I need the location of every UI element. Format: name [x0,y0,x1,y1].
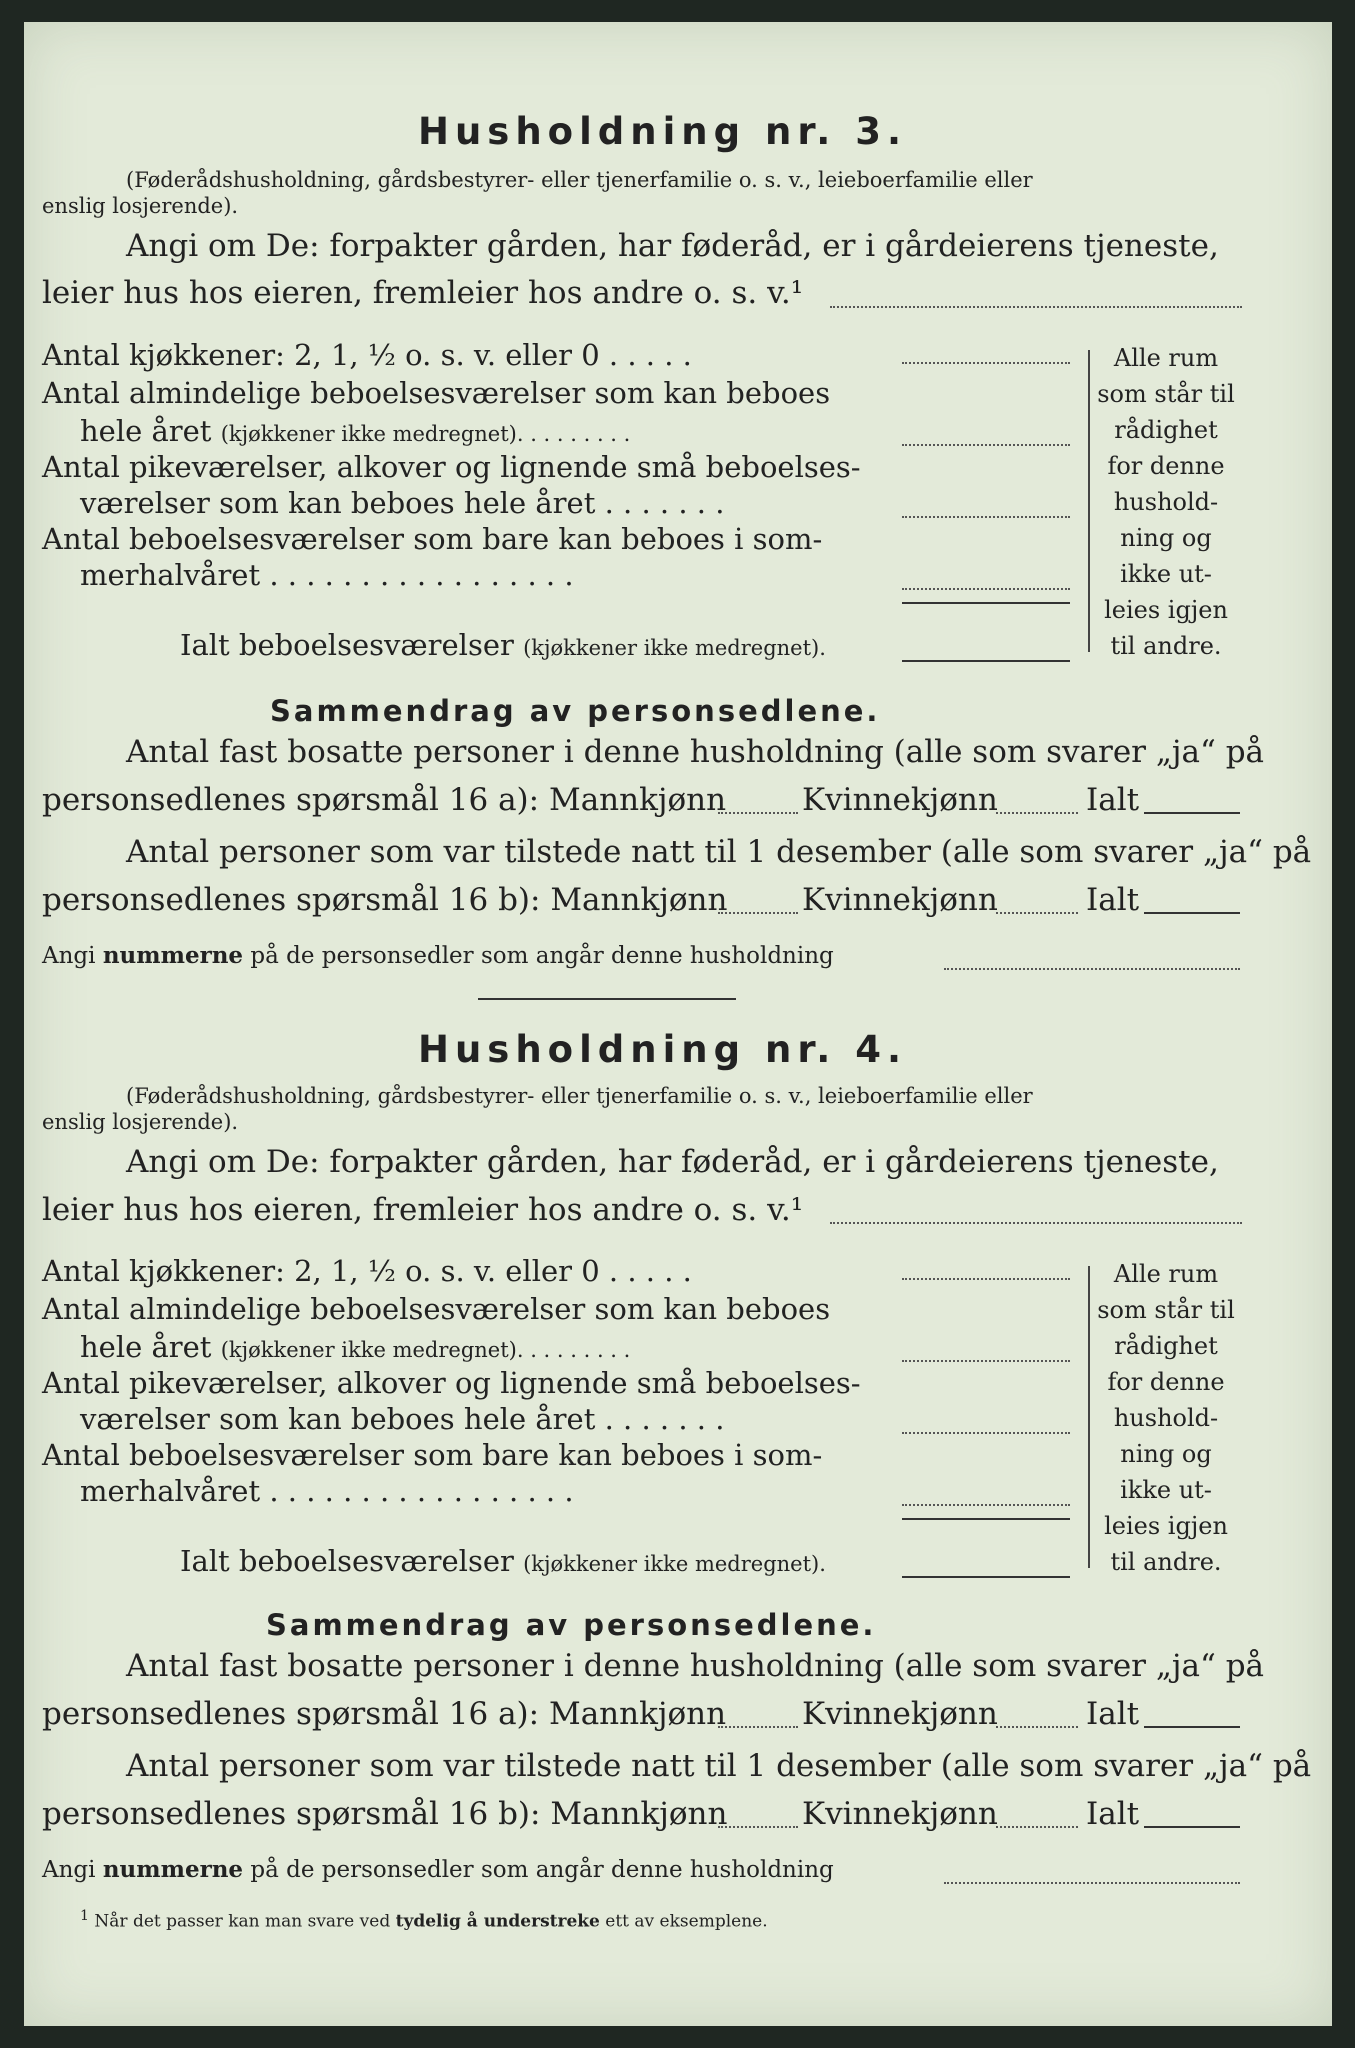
household-4-angi-nummer-bold: nummerne [102,1856,244,1883]
household-3-angi-nummer-bold: nummerne [102,942,244,969]
household-4-subtitle-1: (Føderådshusholdning, gårdsbestyrer- eller tjenerfamilie o. s. v., leieboerfamilie eller [126,1084,1033,1108]
footnote-marker: 1 [80,1908,90,1924]
household-4-alm-2-text: hele året [80,1330,212,1364]
household-4-angi-1: Angi om De: forpakter gården, har føderåd, er i gårdeierens tjeneste, [126,1144,1219,1180]
household-4-tilstede-1: Antal personer som var tilstede natt til 1 desember (alle som svarer „ja“ på [126,1748,1312,1784]
household-3-tilstede-kvinne-answer[interactable] [996,912,1078,914]
household-3-subtitle-1: (Føderådshusholdning, gårdsbestyrer- eller tjenerfamilie o. s. v., leieboerfamilie eller [126,168,1033,192]
household-3-fast-2 [42,782,726,818]
household-3-fast-kvinne-label: Kvinnekjønn [802,782,998,818]
household-3-ialt [180,628,826,662]
household-4-sommer-answer[interactable] [902,1504,1070,1506]
household-3-nummer-answer[interactable] [944,968,1240,970]
household-3-fast-mann-label: Mannkjønn [548,782,727,818]
household-4-sommer-1: Antal beboelsesværelser som bare kan beboes i som- [42,1438,823,1472]
household-4-tilstede-ialt-label: Ialt [1086,1796,1140,1832]
household-4-pike-answer[interactable] [902,1432,1070,1434]
household-4-tilstede-mann-answer[interactable] [718,1826,798,1828]
household-4-tilstede-2-label: personsedlenes spørsmål 16 b): [42,1796,541,1832]
household-4-fast-mann-label: Mannkjønn [548,1696,727,1732]
household-3-angi-nummer [42,942,834,969]
household-3-fast-mann-answer[interactable] [718,812,798,814]
household-3-ialt-paren: (kjøkkener ikke medregnet). [523,636,826,660]
household-4-alm-answer[interactable] [902,1360,1070,1362]
household-4-angi-nummer-pre: Angi [42,1857,96,1883]
household-3-pike-2: værelser som kan beboes hele året . . . . . . . [80,486,725,520]
household-3-fast-2-label: personsedlenes spørsmål 16 a): [42,782,540,818]
footnote-bold: tydelig å understreke [395,1911,600,1932]
household-4-subtitle-2: enslig losjerende). [42,1110,239,1134]
household-4-summary-title: Sammendrag av personsedlene. [266,1608,877,1642]
household-3-angi-2: leier hus hos eieren, fremleier hos andre o. s. v.¹ [42,275,804,311]
household-3-tilstede-ialt-label: Ialt [1086,882,1140,918]
household-3-angi-1: Angi om De: forpakter gården, har føderåd, er i gårdeierens tjeneste, [126,228,1219,264]
household-3-kjokkener: Antal kjøkkener: 2, 1, ½ o. s. v. eller 0 . . . . . [42,338,692,372]
household-4-fast-ialt-answer[interactable] [1144,1726,1240,1728]
household-3-fast-ialt-label: Ialt [1086,782,1140,818]
household-3-angi-nummer-pre: Angi [42,943,96,969]
household-3-sommer-answer[interactable] [902,588,1070,590]
household-3-tilstede-kvinne-label: Kvinnekjønn [802,882,998,918]
household-4-alm-2 [80,1330,630,1364]
household-3-alm-2-text: hele året [80,414,212,448]
household-3-tilstede-mann-answer[interactable] [718,912,798,914]
household-4-fast-2 [42,1696,726,1732]
household-3-tilstede-ialt-answer[interactable] [1144,912,1240,914]
household-4-ialt-answer[interactable] [902,1576,1070,1578]
household-4-angi-2: leier hus hos eieren, fremleier hos andre o. s. v.¹ [42,1192,804,1228]
household-3-kjokkener-answer[interactable] [902,362,1070,364]
household-3-pike-answer[interactable] [902,516,1070,518]
household-4-tilstede-2 [42,1796,727,1832]
household-3-sommer-1: Antal beboelsesværelser som bare kan beboes i som- [42,522,823,556]
household-3-alm-answer[interactable] [902,444,1070,446]
household-4-alm-paren: (kjøkkener ikke medregnet). . . . . . . . . [220,1338,631,1362]
household-3-ialt-answer[interactable] [902,660,1070,662]
household-3-pike-1: Antal pikeværelser, alkover og lignende små beboelses- [42,450,861,484]
household-3-tilstede-mann-label: Mannkjønn [550,882,728,918]
household-4-fast-mann-answer[interactable] [718,1726,798,1728]
household-3-tilstede-1: Antal personer som var tilstede natt til 1 desember (alle som svarer „ja“ på [126,834,1312,870]
household-3-alm-2 [80,414,630,448]
household-3-title: Husholdning nr. 3. [418,110,908,153]
household-4-nummer-answer[interactable] [944,1882,1240,1884]
household-4-fast-1: Antal fast bosatte personer i denne husholdning (alle som svarer „ja“ på [126,1648,1265,1684]
household-4-kjokkener: Antal kjøkkener: 2, 1, ½ o. s. v. eller 0 . . . . . [42,1254,692,1288]
household-4-tilstede-kvinne-label: Kvinnekjønn [802,1796,998,1832]
household-3-tilstede-2-label: personsedlenes spørsmål 16 b): [42,882,541,918]
footnote [80,1908,768,1932]
section-divider [478,998,736,1000]
household-3-angi-answer[interactable] [830,306,1242,308]
household-4-pike-2: værelser som kan beboes hele året . . . . . . . [80,1402,725,1436]
household-3-fast-ialt-answer[interactable] [1144,812,1240,814]
household-4-ialt-label: Ialt beboelsesværelser [180,1544,514,1578]
household-4-fast-2-label: personsedlenes spørsmål 16 a): [42,1696,540,1732]
household-4-brace [1088,1266,1090,1568]
household-4-angi-nummer-post: på de personsedler som angår denne husholdning [250,1857,834,1883]
footnote-pre: Når det passer kan man svare ved [94,1911,391,1932]
household-4-angi-nummer [42,1856,834,1883]
household-3-sum-line [902,602,1070,604]
household-4-angi-answer[interactable] [830,1222,1242,1224]
household-4-fast-ialt-label: Ialt [1086,1696,1140,1732]
household-4-alm-1: Antal almindelige beboelsesværelser som kan beboes [42,1292,831,1326]
household-3-sommer-2: merhalvåret . . . . . . . . . . . . . . . . . [80,558,574,592]
household-4-sum-line [902,1518,1070,1520]
household-4-fast-kvinne-label: Kvinnekjønn [802,1696,998,1732]
household-4-tilstede-kvinne-answer[interactable] [996,1826,1078,1828]
household-3-alm-1: Antal almindelige beboelsesværelser som kan beboes [42,376,831,410]
household-3-side-note: Alle rum som står til rådighet for denne hushold-ning og ikke ut-leies igjen til andre. [1097,344,1235,660]
household-3-tilstede-2 [42,882,727,918]
household-4-title: Husholdning nr. 4. [418,1028,908,1071]
household-3-angi-nummer-post: på de personsedler som angår denne husholdning [250,943,834,969]
household-4-pike-1: Antal pikeværelser, alkover og lignende små beboelses- [42,1366,861,1400]
household-4-ialt [180,1544,826,1578]
household-4-ialt-paren: (kjøkkener ikke medregnet). [523,1552,826,1576]
household-3-subtitle-2: enslig losjerende). [42,194,239,218]
household-3-fast-1: Antal fast bosatte personer i denne husholdning (alle som svarer „ja“ på [126,734,1265,770]
household-4-side-note: Alle rum som står til rådighet for denne hushold-ning og ikke ut-leies igjen til andre. [1097,1260,1235,1576]
household-3-summary-title: Sammendrag av personsedlene. [270,694,881,728]
household-3-alm-paren: (kjøkkener ikke medregnet). . . . . . . . . [220,422,631,446]
household-3-fast-kvinne-answer[interactable] [996,812,1078,814]
household-4-sommer-2: merhalvåret . . . . . . . . . . . . . . . . . [80,1474,574,1508]
household-4-fast-kvinne-answer[interactable] [996,1726,1078,1728]
household-3-brace [1088,350,1090,652]
household-3-ialt-label: Ialt beboelsesværelser [180,628,514,662]
household-4-kjokkener-answer[interactable] [902,1278,1070,1280]
footnote-post: ett av eksemplene. [605,1911,768,1932]
household-4-tilstede-mann-label: Mannkjønn [550,1796,728,1832]
household-4-tilstede-ialt-answer[interactable] [1144,1826,1240,1828]
